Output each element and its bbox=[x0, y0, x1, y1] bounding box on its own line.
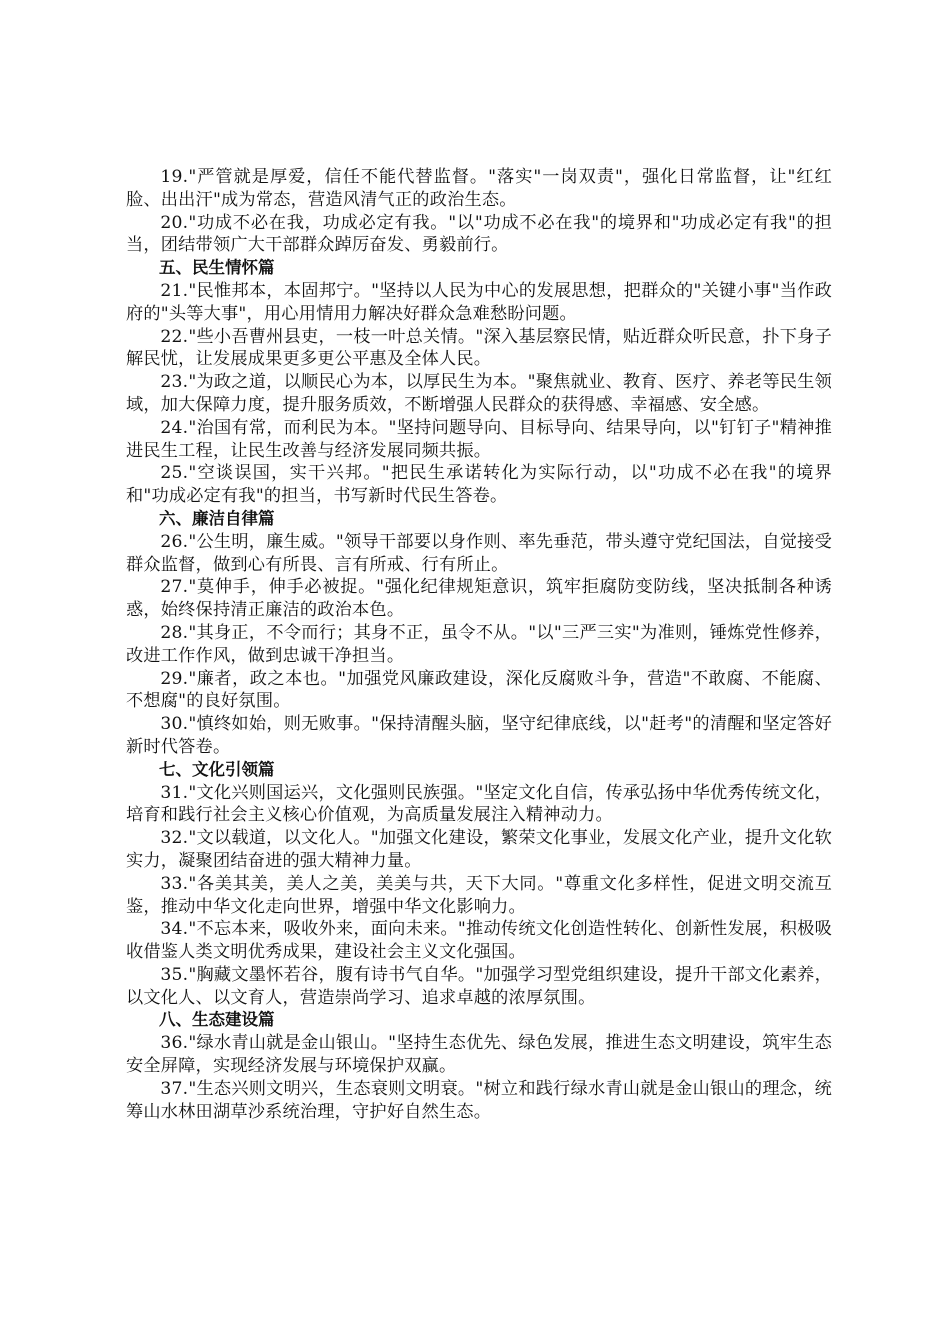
paragraph-31: 31."文化兴则国运兴，文化强则民族强。"坚定文化自信，传承弘扬中华优秀传统文化，培育和践行社会主义核心价值观，为高质量发展注入精神动力。 bbox=[126, 782, 832, 826]
paragraph-19: 19."严管就是厚爱，信任不能代替监督。"落实"一岗双责"，强化日常监督，让"红红脸、出出汗"成为常态，营造风清气正的政治生态。 bbox=[126, 167, 832, 210]
paragraph-35: 35."胸藏文墨怀若谷，腹有诗书气自华。"加强学习型党组织建设，提升干部文化素养，以文化人、以文育人，营造崇尚学习、追求卓越的浓厚氛围。 bbox=[126, 964, 832, 1008]
paragraph-26: 26."公生明，廉生威。"领导干部要以身作则、率先垂范，带头遵守党纪国法，自觉接受群众监督，做到心有所畏、言有所戒、行有所止。 bbox=[126, 531, 832, 575]
paragraph-30: 30."慎终如始，则无败事。"保持清醒头脑，坚守纪律底线，以"赶考"的清醒和坚定答好新时代答卷。 bbox=[126, 714, 832, 757]
document-page bbox=[126, 166, 832, 1123]
paragraph-34: 34."不忘本来，吸收外来，面向未来。"推动传统文化创造性转化、创新性发展，积极吸收借鉴人类文明优秀成果，建设社会主义文化强国。 bbox=[126, 919, 832, 963]
paragraph-20: 20."功成不必在我，功成必定有我。"以"功成不必在我"的境界和"功成必定有我"的担当，团结带领广大干部群众踔厉奋发、勇毅前行。 bbox=[126, 212, 832, 256]
paragraph-21: 21."民惟邦本，本固邦宁。"坚持以人民为中心的发展思想，把群众的"关键小事"当作政府的"头等大事"，用心用情用力解决好群众急难愁盼问题。 bbox=[126, 280, 832, 324]
section-heading-livelihood: 五、民生情怀篇 bbox=[159, 258, 275, 278]
section-heading-culture: 七、文化引领篇 bbox=[159, 759, 275, 779]
paragraph-28: 28."其身正，不令而行；其身不正，虽令不从。"以"三严三实"为准则，锤炼党性修养，改进工作作风，做到忠诚干净担当。 bbox=[126, 622, 832, 666]
section-heading-ecology: 八、生态建设篇 bbox=[159, 1010, 275, 1030]
paragraph-27: 27."莫伸手，伸手必被捉。"强化纪律规矩意识，筑牢拒腐防变防线，坚决抵制各种诱惑，始终保持清正廉洁的政治本色。 bbox=[126, 577, 832, 621]
paragraph-25: 25."空谈误国，实干兴邦。"把民生承诺转化为实际行动，以"功成不必在我"的境界和"功成必定有我"的担当，书写新时代民生答卷。 bbox=[126, 463, 832, 507]
paragraph-37: 37."生态兴则文明兴，生态衰则文明衰。"树立和践行绿水青山就是金山银山的理念，统筹山水林田湖草沙系统治理，守护好自然生态。 bbox=[126, 1078, 832, 1122]
paragraph-23: 23."为政之道，以顺民心为本，以厚民生为本。"聚焦就业、教育、医疗、养老等民生领域，加大保障力度，提升服务质效，不断增强人民群众的获得感、幸福感、安全感。 bbox=[126, 372, 832, 415]
paragraph-22: 22."些小吾曹州县吏，一枝一叶总关情。"深入基层察民情，贴近群众听民意，扑下身子解民忧，让发展成果更多更公平惠及全体人民。 bbox=[126, 326, 832, 370]
paragraph-24: 24."治国有常，而利民为本。"坚持问题导向、目标导向、结果导向，以"钉钉子"精神推进民生工程，让民生改善与经济发展同频共振。 bbox=[126, 417, 832, 461]
paragraph-29: 29."廉者，政之本也。"加强党风廉政建设，深化反腐败斗争，营造"不敢腐、不能腐、不想腐"的良好氛围。 bbox=[126, 668, 832, 712]
paragraph-33: 33."各美其美，美人之美，美美与共，天下大同。"尊重文化多样性，促进文明交流互鉴，推动中华文化走向世界，增强中华文化影响力。 bbox=[126, 873, 832, 917]
section-heading-integrity: 六、廉洁自律篇 bbox=[159, 508, 275, 528]
paragraph-32: 32."文以载道，以文化人。"加强文化建设，繁荣文化事业，发展文化产业，提升文化软实力，凝聚团结奋进的强大精神力量。 bbox=[126, 828, 832, 871]
paragraph-36: 36."绿水青山就是金山银山。"坚持生态优先、绿色发展，推进生态文明建设，筑牢生态安全屏障，实现经济发展与环境保护双赢。 bbox=[126, 1033, 832, 1077]
